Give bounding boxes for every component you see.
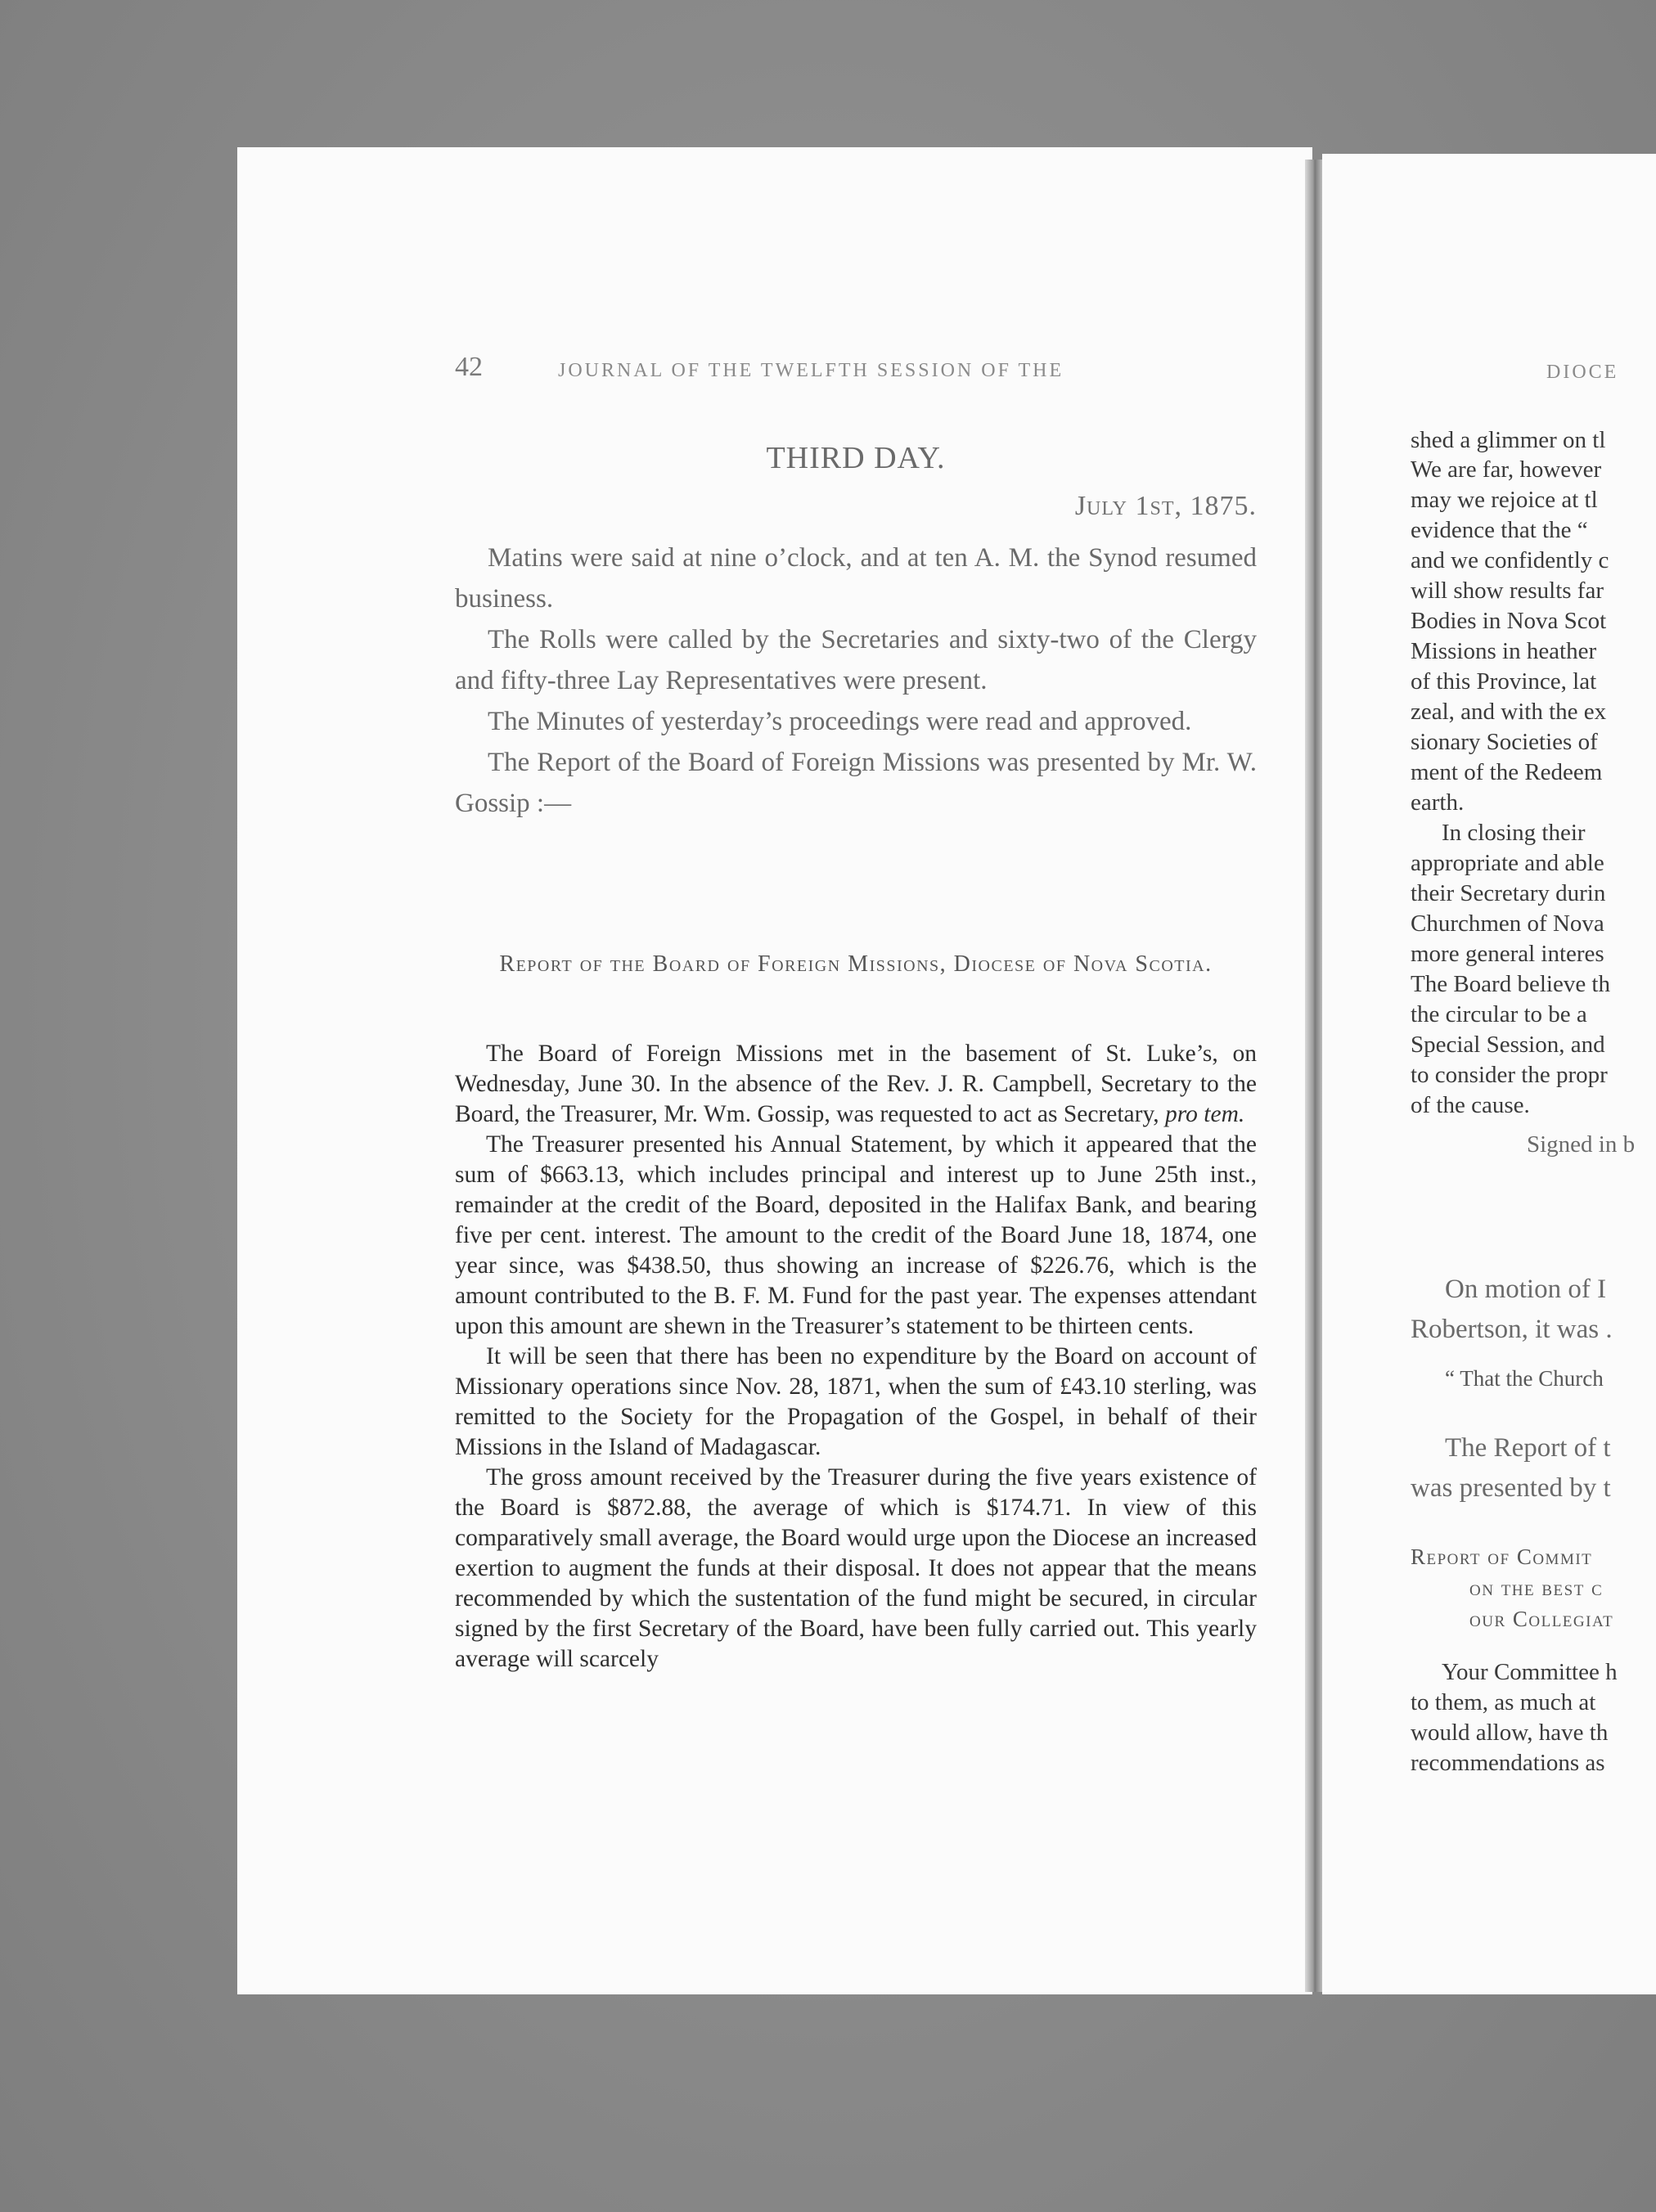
day-heading: THIRD DAY. [766,441,946,475]
right-page-line: Bodies in Nova Scot [1411,608,1607,634]
motion-line: On motion of I [1445,1275,1607,1304]
right-page-line: to consider the propr [1411,1062,1608,1088]
right-page-line: In closing their [1442,820,1586,846]
date-year: 1875. [1190,491,1257,521]
right-page-line: appropriate and able [1411,850,1604,876]
running-head [455,352,1150,393]
committee-heading-line: our Collegiat [1469,1607,1614,1631]
committee-text-line: to them, as much at [1411,1689,1596,1715]
report-paragraph: The Treasurer presented his Annual Statement, by which it appeared that the sum of $663.13, which includes principal and interest up to June 25th inst., remainder at the credit of the Board, deposited in the Halifax Bank, and bearing five per cent. interest. The amount to the credit of the Board June 18, 1874, one year since, was $438.50, thus showing an increase of $226.76, which is the amount contributed to the B. F. M. Fund for the past year. The expenses attendant upon this amount are shewn in the Treasurer’s statement to be thirteen cents. [455,1131,1257,1339]
right-page-line: ment of the Redeem [1411,759,1603,785]
motion-line: Robertson, it was . [1411,1315,1613,1344]
committee-heading-line: on the best c [1469,1576,1604,1600]
report-title: Report of the Board of Foreign Missions, Diocese of Nova Scotia. [499,951,1213,977]
committee-text-line: would allow, have th [1411,1720,1609,1746]
book-gutter [1305,160,1323,1992]
narrative-paragraph: Matins were said at nine o’clock, and at ten A. M. the Synod resumed business. [455,543,1257,614]
report-italic-phrase: pro tem. [1165,1101,1245,1127]
narrative-paragraph: The Rolls were called by the Secretaries and sixty-two of the Clergy and fifty-three Lay Representatives were present. [455,625,1257,695]
report-body [455,1039,1257,1675]
right-page-line: We are far, however [1411,456,1602,483]
committee-text-line: recommendations as [1411,1750,1605,1776]
report-paragraph-text: The Board of Foreign Missions met in the basement of St. Luke’s, on Wednesday, June 30. In the absence of the Rev. J. R. Campbell, Secretary to the Board, the Treasurer, Mr. Wm. Gossip, was requested to act as Secretary, [455,1041,1257,1127]
minutes-narrative [455,537,1257,824]
date-month-day: July 1st, [1074,491,1182,521]
narrative-paragraph: The Minutes of yesterday’s proceedings were read and approved. [488,707,1192,736]
right-page-line: more general interes [1411,941,1604,967]
report-intro-line: was presented by t [1411,1473,1611,1503]
right-page-line: of the cause. [1411,1092,1530,1118]
right-page-line: their Secretary durin [1411,880,1606,906]
journal-title-header: JOURNAL OF THE TWELFTH SESSION OF THE [558,360,1064,381]
right-page-line: Churchmen of Nova [1411,910,1604,937]
page-number: 42 [455,352,483,382]
right-page-line: of this Province, lat [1411,668,1597,695]
right-page-line: zeal, and with the ex [1411,699,1607,725]
right-page-line: Missions in heather [1411,638,1597,664]
report-intro-line: The Report of t [1445,1433,1611,1463]
committee-heading-line: Report of Commit [1411,1544,1593,1569]
right-page-line: evidence that the “ [1411,517,1588,543]
right-page-line: Special Session, and [1411,1032,1605,1058]
right-page-line: may we rejoice at tl [1411,487,1598,513]
committee-text-line: Your Committee h [1442,1659,1618,1685]
motion-quote: “ That the Church [1445,1366,1604,1391]
right-running-head: DIOCE [1546,362,1619,383]
report-paragraph: The gross amount received by the Treasurer during the five years existence of the Board is $872.88, the average of which is $174.71. In view of this comparatively small average, the Board would urge upon the Diocese an increased exertion to augment the funds at their disposal. It does not appear that the means recommended by which the sustentation of the fund might be secured, in circular signed by the first Secretary of the Board, have been fully carried out. This yearly average will scarcely [455,1464,1257,1672]
session-date [455,491,1257,522]
narrative-paragraph: The Report of the Board of Foreign Missions was presented by Mr. W. Gossip :— [455,748,1257,818]
right-page-line: the circular to be a [1411,1001,1587,1027]
signed-line: Signed in b [1527,1131,1636,1158]
report-paragraph [455,1039,1257,1130]
right-page-line: and we confidently c [1411,547,1609,573]
right-page-line: earth. [1411,789,1465,816]
report-paragraph: It will be seen that there has been no expenditure by the Board on account of Missionary operations since Nov. 28, 1871, when the sum of £43.10 sterling, was remitted to the Society for the Propagation of the Gospel, in behalf of their Missions in the Island of Madagascar. [455,1343,1257,1460]
right-page-line: shed a glimmer on tl [1411,427,1606,453]
right-page-line: The Board believe th [1411,971,1610,997]
right-page-line: sionary Societies of [1411,729,1598,755]
right-page-line: will show results far [1411,578,1604,604]
